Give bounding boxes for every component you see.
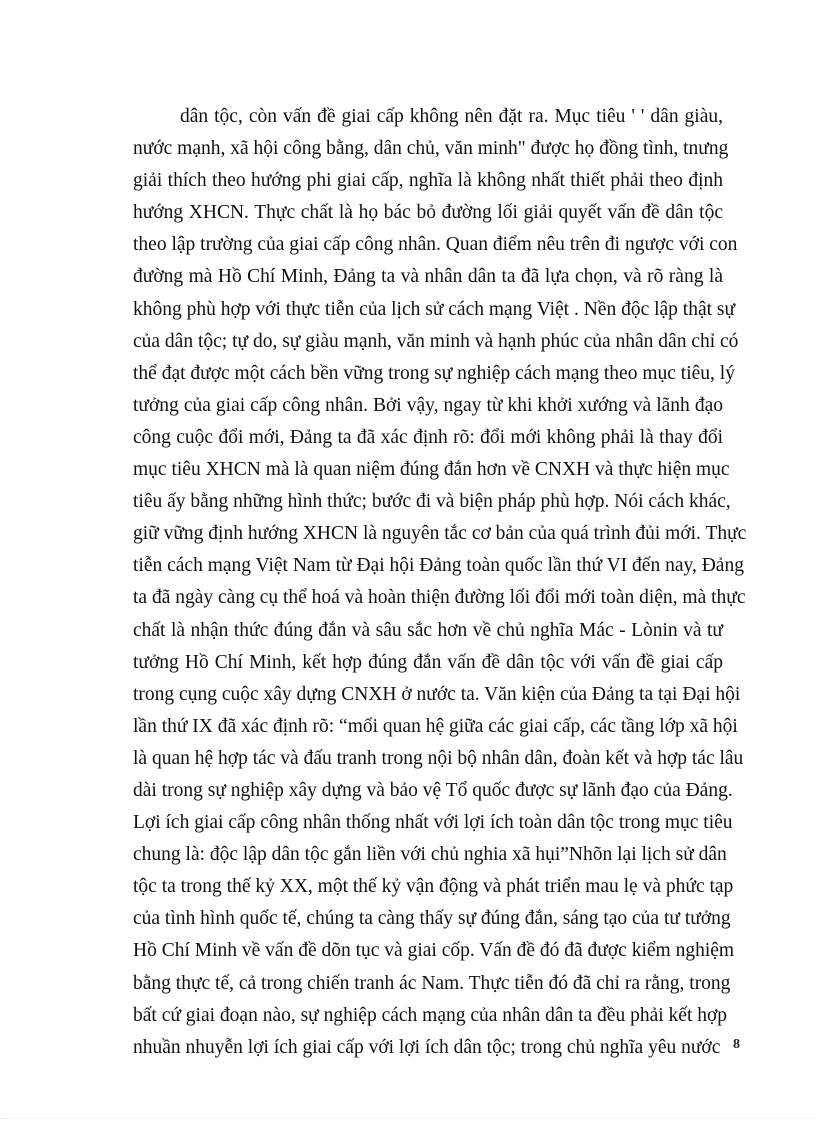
paragraph-line: công cuộc đổi mới, Đảng ta đã xác định rõ: đổi mới không phải là thay đổi [133,426,723,448]
paragraph-line: nhuần nhuyễn lợi ích giai cấp với lợi ích dân tộc; trong chủ nghĩa yêu nước [133,1036,721,1058]
paragraph-line: bất cứ giai đoạn nào, sự nghiệp cách mạng của nhân dân ta đều phải kết hợp [133,1004,728,1026]
paragraph-line: tộc ta trong thế kỷ XX, một thế kỷ vận động và phát triển mau lẹ và phức tạp [133,876,734,898]
paragraph-line: tiêu ấy bằng những hình thức; bước đi và biện pháp phù hợp. Nói cách khác, [133,491,731,513]
paragraph-line: tiễn cách mạng Việt Nam từ Đại hội Đảng toàn quốc lần thứ VI đến nay, Đảng [133,555,744,577]
paragraph-line: là quan hệ hợp tác và đấu tranh trong nội bộ nhân dân, đoàn kết và hợp tác lâu [133,747,744,769]
paragraph-line: giữ vững định hướng XHCN là nguyên tắc cơ bản của quá trình đủi mới. Thực [133,523,747,545]
paragraph-line: ta đã ngày càng cụ thể hoá và hoàn thiện đường lối đổi mới toàn diện, mà thực [133,587,746,609]
paragraph-line: dân tộc, còn vấn đề giai cấp không nên đặt ra. Mục tiêu ' ' dân giàu, [180,106,723,127]
paragraph-line: Lợi ích giai cấp công nhân thống nhất với lợi ích toàn dân tộc trong mục tiêu [133,812,733,834]
paragraph-line: chung là: độc lập dân tộc gắn liền với chủ nghia xã hụi”Nhõn lại lịch sử dân [133,844,727,866]
paragraph-line: của dân tộc; tự do, sự giàu mạnh, văn minh và hạnh phúc của nhân dân chỉ có [133,330,739,352]
paragraph-line: bằng thực tế, cả trong chiến tranh ác Nam. Thực tiễn đó đã chỉ ra rằng, trong [133,972,731,994]
paragraph-line: thể đạt được một cách bền vững trong sự nghiệp cách mạng theo mục tiêu, lý [133,362,735,384]
paragraph-line: đường mà Hồ Chí Minh, Đảng ta và nhân dân ta đã lựa chọn, và rõ ràng là [133,266,723,288]
paragraph-line: tưởng Hồ Chí Minh, kết hợp đúng đắn vấn đề dân tộc với vấn đề giai cấp [133,651,723,673]
paragraph-line: theo lập trường của giai cấp công nhân. Quan điểm nêu trên đi ngược với con [133,234,738,256]
paragraph-line: lần thứ IX đã xác định rõ: “mối quan hệ giữa các giai cấp, các tầng lớp xã hội [133,715,738,737]
paragraph-line: giải thích theo hướng phi giai cấp, nghĩa là không nhất thiết phải theo định [133,170,723,192]
paragraph-line: hướng XHCN. Thực chất là họ bác bỏ đường lối giải quyết vấn đề dân tộc [133,202,723,224]
page-bottom-border [0,1118,816,1119]
paragraph-line: chất là nhận thức đúng đắn và sâu sắc hơn về chủ nghĩa Mác - Lònin và tư [133,619,723,641]
paragraph-line: dài trong sự nghiệp xây dựng và bảo vệ Tổ quốc được sự lãnh đạo của Đảng. [133,779,733,801]
paragraph-line: nước mạnh, xã hội công bằng, dân chủ, văn minh" được họ đồng tình, tnưng [133,138,729,160]
page-number: 8 [733,1037,740,1052]
paragraph-line: mục tiêu XHCN mà là quan niệm đúng đắn hơn về CNXH và thực hiện mục [133,459,730,481]
paragraph-line: tưởng của giai cấp công nhân. Bởi vậy, ngay từ khi khởi xướng và lãnh đạo [133,394,723,416]
paragraph-line: không phù hợp với thực tiễn của lịch sử cách mạng Việt . Nền độc lập thật sự [133,298,736,320]
paragraph-line: trong cụng cuộc xây dựng CNXH ở nước ta. Văn kiện của Đảng ta tại Đại hội [133,683,741,705]
body-paragraph [133,101,747,1064]
paragraph-line: của tình hình quốc tế, chúng ta càng thấy sự đúng đắn, sáng tạo của tư tưởng [133,908,731,930]
paragraph-line: Hồ Chí Minh về vấn đề dõn tục và giai cốp. Vấn đề đó đã được kiểm nghiệm [133,940,735,962]
